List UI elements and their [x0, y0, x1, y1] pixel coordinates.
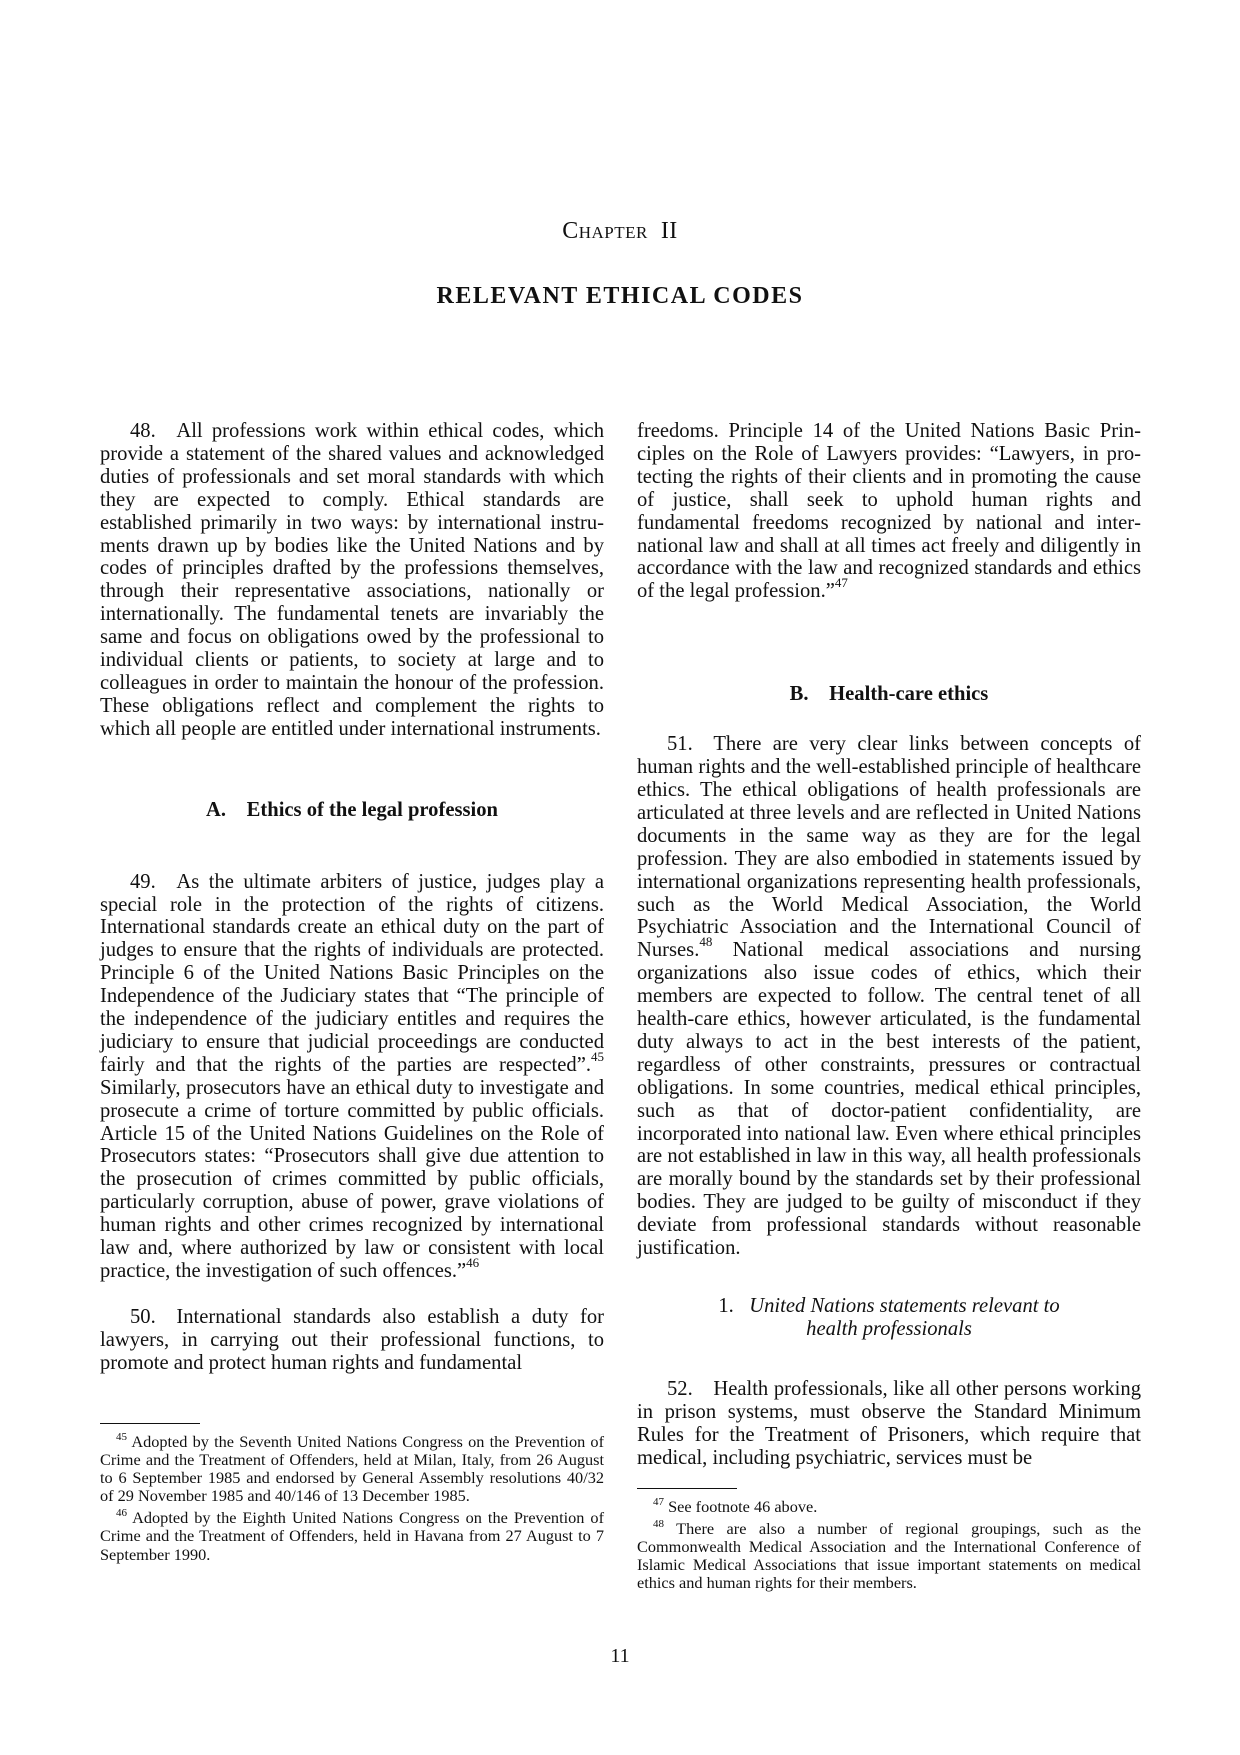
subheading-number: 1.: [718, 1295, 734, 1317]
chapter-word: Chapter: [562, 218, 648, 244]
footnote-rule: [100, 1423, 200, 1424]
footnote-ref-48[interactable]: 48: [699, 934, 713, 950]
footnote-number: 48: [653, 1517, 664, 1530]
paragraph-52: 52. Health professionals, like all other persons working in prison systems, must observe the Standard Minimum Rules for the Treatment of Prisoners, which require that medical, including psychiatric, services must be: [637, 1378, 1141, 1469]
footnote-rule: [637, 1488, 737, 1489]
footnote-text: See footnote 46 above.: [664, 1497, 818, 1516]
footnotes-right: [637, 1488, 1141, 1596]
page-number: 11: [610, 1645, 630, 1667]
paragraph-49-text-2: Similarly, prosecutors have an ethical duty to investigate and prosecute a crime of torture committed by public officials. Article 15 of the United Nations Guidelines on the Role of Prosecutors states: “Prosecutors shall give due attention to the prosecution of crimes committed by public officials, particularly corruption, abuse of power, grave violations of human rights and other crimes recognized by international law and, where authorized by law or consistent with local practice, the investigation of such offences.”: [100, 1076, 604, 1282]
footnote-48: [637, 1517, 1141, 1593]
heading-health-care-ethics: B. Health-care ethics: [789, 683, 989, 706]
footnote-45: [100, 1430, 604, 1506]
left-column: [100, 420, 604, 1375]
footnote-text: Adopted by the Seventh United Nations Congress on the Prevention of Crime and the Treatment of Offenders, held at Milan, Italy, from 26 August to 6 September 1985 and endorsed by General Assembly resolutions 40/32 of 29 November 1985 and 40/146 of 13 December 1985.: [100, 1432, 604, 1506]
paragraph-51-text-1: 51. There are very clear links between concepts of human rights and the well-established principle of healthcare ethics. The ethical obligations of health professionals are articulated at three levels and are reflected in United Nations documents in the same way as they are for the legal profession. They are also embodied in statements issued by international organizations representing health professionals, such as the World Medical Association, the World Psychiatric Association and the International Council of Nurses.: [637, 733, 1141, 962]
paragraph-50-continued-text: freedoms. Principle 14 of the United Nations Basic Principles on the Role of Lawyers provides: “Lawyers, in protecting the rights of their clients and in promoting the cause of justice, shall seek to uphold human rights and fundamental freedoms recognized by national and international law and shall at all times act freely and diligently in accordance with the law and recognized standards and ethics of the legal profession.”: [637, 420, 1141, 603]
footnote-number: 46: [116, 1506, 127, 1519]
chapter-label: [0, 218, 1240, 245]
paragraph-50-continued: [637, 420, 1141, 603]
right-column: [637, 420, 1141, 1470]
footnote-47: [637, 1495, 1141, 1516]
footnote-number: 45: [116, 1430, 127, 1443]
paragraph-49: [100, 871, 604, 1283]
heading-ethics-legal-profession: A. Ethics of the legal profession: [206, 798, 498, 821]
paragraph-48: 48. All professions work within ethical codes, which provide a statement of the shared values and acknowledged duties of professionals and set moral standards with which they are expected to comply. Ethical standards are established primarily in two ways: by international instruments drawn up by bodies like the United Nations and by codes of principles drafted by the professions themselves, through their representative associations, nationally or internationally. The fundamental tenets are invariably the same and focus on obligations owed by the professional to individual clients or patients, to society at large and to colleagues in order to maintain the honour of the profession. These obligations reflect and complement the rights to which all people are entitled under international instruments.: [100, 420, 604, 740]
footnotes-left: [100, 1423, 604, 1568]
subheading-line-2: health professionals: [806, 1318, 972, 1340]
chapter-number: II: [660, 218, 678, 244]
footnote-ref-45[interactable]: 45: [591, 1048, 604, 1064]
chapter-title: RELEVANT ETHICAL CODES: [436, 283, 804, 309]
footnote-text: Adopted by the Eighth United Nations Congress on the Prevention of Crime and the Treatment of Offenders, held in Havana from 27 August to 7 September 1990.: [100, 1508, 604, 1564]
footnote-number: 47: [653, 1495, 664, 1508]
footnote-ref-47[interactable]: 47: [834, 575, 848, 591]
paragraph-51-text-2: National medical associations and nursing organizations also issue codes of ethics, which their members are expected to follow. The central tenet of all health-care ethics, however articulated, is the fundamental duty always to act in the best interests of the patient, regardless of other constraints, pressures or contractual obligations. In some countries, medical ethical principles, such as that of doctor-patient confidentiality, are incorporated into national law. Even where ethical principles are not established in law in this way, all health professionals are morally bound by the standards set by their professional bodies. They are judged to be guilty of misconduct if they deviate from professional standards without reasonable justification.: [637, 939, 1141, 1260]
footnote-ref-46[interactable]: 46: [466, 1255, 480, 1271]
footnote-text: There are also a number of regional groupings, such as the Commonwealth Medical Association and the International Conference of Islamic Medical Associations that issue important statements on medical ethics and human rights for their members.: [637, 1519, 1141, 1593]
footnote-46: [100, 1506, 604, 1564]
paragraph-49-text-1: 49. As the ultimate arbiters of justice, judges play a special role in the protection of the rights of citizens. International standards create an ethical duty on the part of judges to ensure that the rights of individuals are protected. Principle 6 of the United Nations Basic Principles on the Independence of the Judiciary states that “The principle of the independence of the judiciary entitles and requires the judiciary to ensure that judicial proceedings are conducted fairly and that the rights of the parties are respected”.: [100, 870, 604, 1076]
subheading-line-1: United Nations statements relevant to: [749, 1295, 1060, 1317]
subheading-un-statements: [637, 1295, 1141, 1341]
paragraph-50: 50. International standards also establish a duty for lawyers, in carrying out their professional functions, to promote and protect human rights and fundamental: [100, 1305, 604, 1374]
paragraph-51: [637, 733, 1141, 1260]
